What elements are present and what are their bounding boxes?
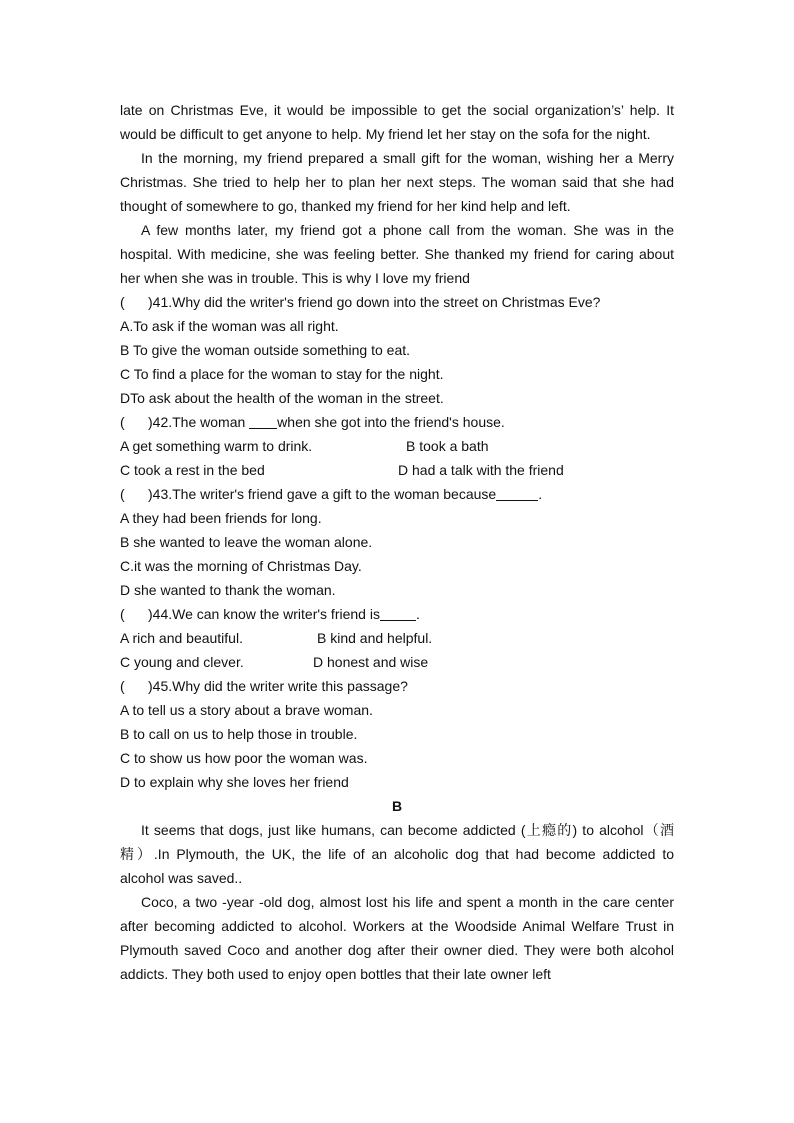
answer-blank	[380, 606, 416, 621]
question-44-stem-end: .	[415, 606, 420, 622]
question-41-option-b: B To give the woman outside something to eat.	[120, 342, 411, 358]
question-44-options-row-1	[120, 626, 674, 650]
question-42-options-row-1	[120, 434, 674, 458]
question-42-options-row-2	[120, 458, 674, 482]
question-42-stem-end: when she got into the friend's house.	[277, 414, 505, 430]
question-43-stem-start: ( )43.The writer's friend gave a gift to the woman because	[120, 486, 497, 502]
question-41-option-d: DTo ask about the health of the woman in the street.	[120, 390, 444, 406]
question-44-options-row-2	[120, 650, 674, 674]
question-42-stem	[120, 410, 674, 434]
passage-b-paragraph-2: Coco, a two -year -old dog, almost lost his life and spent a month in the care center after becoming addicted to alcohol. Workers at the Woodside Animal Welfare Trust in Plymouth saved Coco and another dog after their owner died. They were both alcohol addicts. They both used to enjoy open bottles that their late owner left	[120, 894, 674, 982]
passage-a-paragraph-1: late on Christmas Eve, it would be impossible to get the social organization’s’ help. It would be difficult to get anyone to help. My friend let her stay on the sofa for the night.	[120, 102, 674, 142]
passage-b-paragraph-1: It seems that dogs, just like humans, can become addicted (上瘾的) to alcohol（酒精）.In Plymouth, the UK, the life of an alcoholic dog that had become addicted to alcohol was saved..	[120, 822, 674, 886]
question-42-option-c: C took a rest in the bed	[120, 462, 265, 478]
question-45-option-a: A to tell us a story about a brave woman.	[120, 702, 373, 718]
question-45-option-c: C to show us how poor the woman was.	[120, 750, 368, 766]
question-43-option-d: D she wanted to thank the woman.	[120, 582, 336, 598]
question-42-option-d: D had a talk with the friend	[398, 462, 564, 478]
question-44-option-b: B kind and helpful.	[317, 630, 433, 646]
question-44-option-d: D honest and wise	[313, 654, 429, 670]
question-44-stem	[120, 602, 674, 626]
question-44-option-a: A rich and beautiful.	[120, 630, 243, 646]
question-42-option-a: A get something warm to drink.	[120, 438, 313, 454]
answer-blank	[249, 414, 277, 429]
question-45-option-b: B to call on us to help those in trouble.	[120, 726, 358, 742]
question-43-option-a: A they had been friends for long.	[120, 510, 322, 526]
passage-a-paragraph-2: In the morning, my friend prepared a small gift for the woman, wishing her a Merry Christmas. She tried to help her to plan her next steps. The woman said that she had thought of somewhere to go, thanked my friend for her kind help and left.	[120, 150, 674, 214]
document-page	[120, 98, 674, 986]
question-44-option-c: C young and clever.	[120, 654, 244, 670]
passage-a-paragraph-3: A few months later, my friend got a phone call from the woman. She was in the hospital. With medicine, she was feeling better. She thanked my friend for caring about her when she was in trouble. This is why I love my friend	[120, 222, 674, 286]
question-45-option-d: D to explain why she loves her friend	[120, 774, 349, 790]
question-41-option-c: C To find a place for the woman to stay for the night.	[120, 366, 444, 382]
question-43-option-b: B she wanted to leave the woman alone.	[120, 534, 373, 550]
question-43-stem-end: .	[538, 486, 543, 502]
question-41-stem: ( )41.Why did the writer's friend go down into the street on Christmas Eve?	[120, 294, 601, 310]
question-42-option-b: B took a bath	[406, 438, 489, 454]
passage-b-heading: B	[391, 798, 403, 814]
question-42-stem-start: ( )42.The woman	[120, 414, 250, 430]
question-43-option-c: C.it was the morning of Christmas Day.	[120, 558, 362, 574]
question-45-stem: ( )45.Why did the writer write this passage?	[120, 678, 408, 694]
question-44-stem-start: ( )44.We can know the writer's friend is	[120, 606, 380, 622]
question-43-stem	[120, 482, 674, 506]
answer-blank	[496, 486, 538, 501]
question-41-option-a: A.To ask if the woman was all right.	[120, 318, 339, 334]
